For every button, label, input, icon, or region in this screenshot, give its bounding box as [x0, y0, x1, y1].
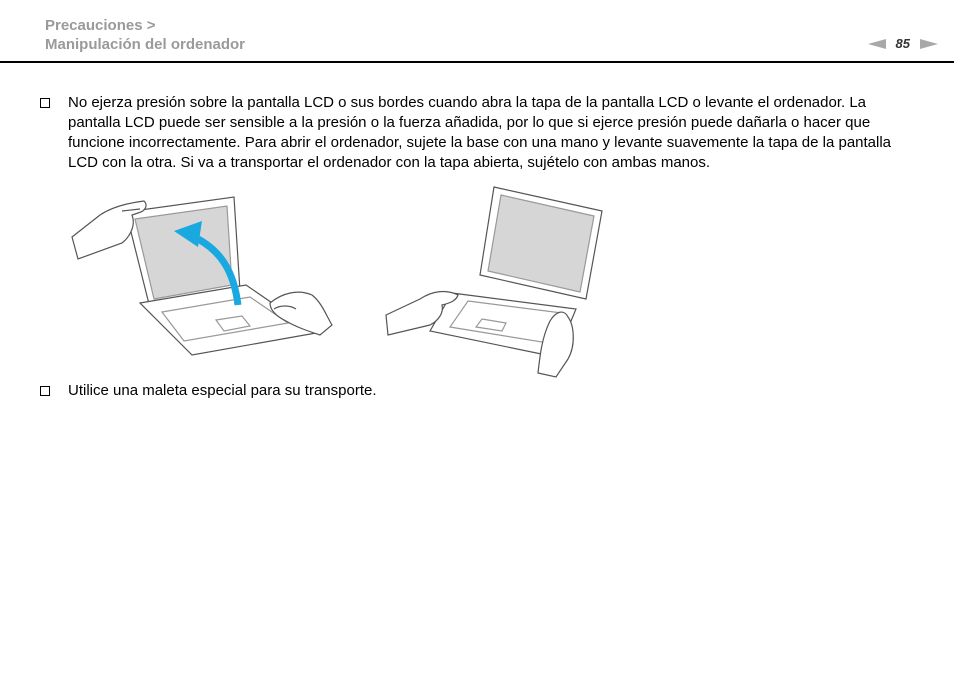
- list-item: [40, 93, 915, 173]
- left-laptop: [126, 197, 316, 355]
- page-number: 85: [895, 36, 910, 51]
- breadcrumb-page[interactable]: Manipulación del ordenador: [45, 36, 246, 53]
- checkbox-bullet-icon: [40, 386, 50, 396]
- list-item: [40, 381, 915, 401]
- laptop-handling-illustration: [70, 185, 610, 380]
- list-item-text: No ejerza presión sobre la pantalla LCD o sus bordes cuando abra la tapa de la pantalla LCD o levante el ordenador. La pantalla LCD puede ser sensible a la presión o la fuerza añadida, por lo que si ejerce presión puede dañarla o hacer que funcione incorrectamente. Para abrir el ordenador, sujete la base con una mano y levante suavemente la tapa de la pantalla LCD con la otra. Si va a transportar el ordenador con la tapa abierta, sujételo con ambas manos.: [68, 94, 892, 171]
- header-divider: [0, 61, 954, 63]
- list-item-text: Utilice una maleta especial para su transporte.: [68, 382, 377, 399]
- prev-page-arrow-icon[interactable]: [868, 39, 886, 49]
- breadcrumb-section[interactable]: Precauciones >: [45, 17, 156, 34]
- page-navigation: [868, 36, 938, 51]
- next-page-arrow-icon[interactable]: [920, 39, 938, 49]
- breadcrumb: [45, 16, 245, 54]
- right-laptop: [430, 187, 602, 357]
- checkbox-bullet-icon: [40, 98, 50, 108]
